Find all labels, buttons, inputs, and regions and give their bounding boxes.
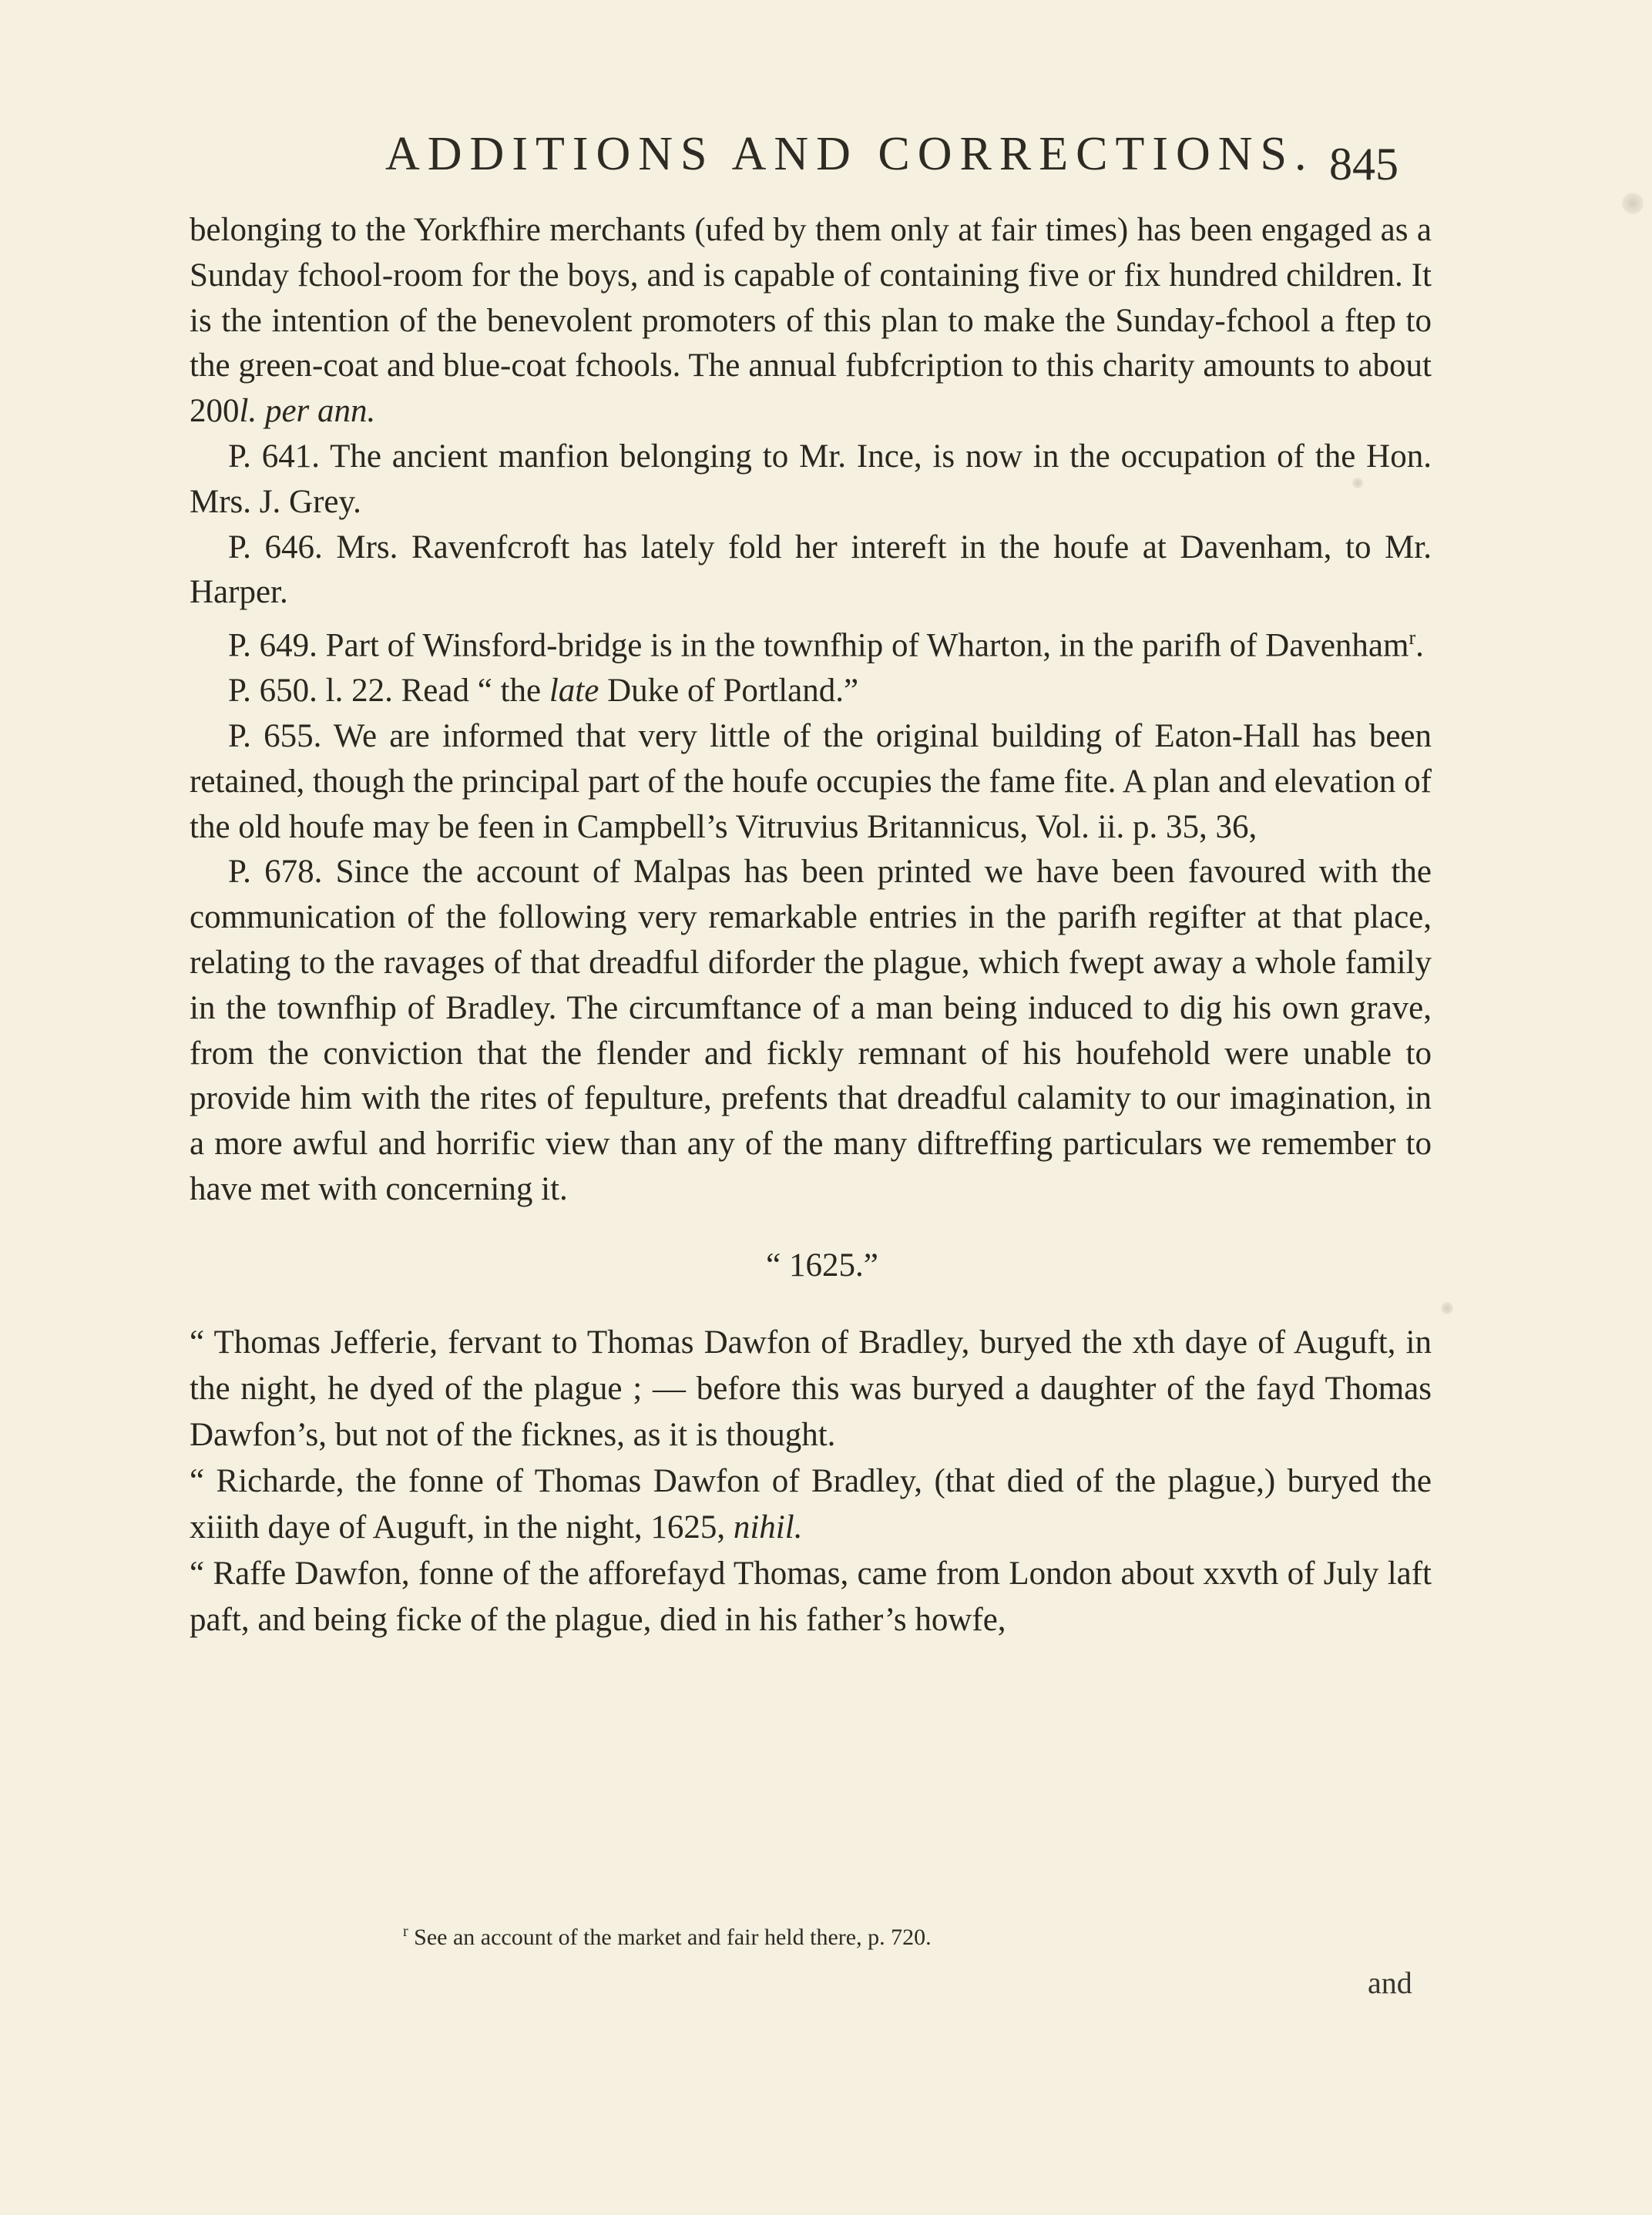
paragraph-p678: P. 678. Since the account of Malpas has been printed we have been favoured with the communication of the following very remarkable entries in the parifh regifter at that place, relating to the ravages of that dreadful diforder the plague, which fwept away a whole family in the townfhip of Bradley. The circumftance of a man being induced to dig his own grave, from the conviction that the flender and fickly remnant of his houfehold were unable to provide him with the rites of fepulture, prefents that dreadful calamity to our imagination, in a more awful and horrific view than any of the many diftreffing particulars we remember to have met with concerning it.: [190, 854, 1432, 1208]
paragraph-p646: P. 646. Mrs. Ravenfcroft has lately fold her intereft in the houfe at Davenham, to Mr. Harper.: [190, 529, 1432, 611]
paragraph-p655: P. 655. We are informed that very little of the original building of Eaton-Hall has been retained, though the principal part of the houfe occupies the fame fite. A plan and elevation of the old houfe may be feen in Campbell’s Vitruvius Britannicus, Vol. ii. p. 35, 36,: [190, 718, 1432, 845]
footnote-reference: r: [1409, 626, 1416, 649]
paragraph-p650: P. 650. l. 22. Read “ the late Duke of Portland.”: [228, 673, 859, 710]
paragraph-p649: P. 649. Part of Winsford-bridge is in the townfhip of Wharton, in the parifh of Davenham$^r$.: [228, 626, 1424, 664]
register-entry: “ Raffe Dawfon, fonne of the afforefayd Thomas, came from London about xxvth of July laft paft, and being ficke of the plague, died in his father’s howfe,: [190, 1555, 1432, 1638]
paragraph-continuation: belonging to the Yorkfhire merchants (ufed by them only at fair times) has been engaged as a Sunday fchool-room for the boys, and is capable of containing five or fix hundred children. It is the intention of the benevolent promoters of this plan to make the Sunday-fchool a ftep to the green-coat and blue-coat fchools. The annual fubfcription to this charity amounts to about 200l. per ann.: [190, 212, 1432, 430]
footnote-text: See an account of the market and fair held there, p. 720.: [414, 1925, 932, 1950]
year-heading: “ 1625.”: [766, 1247, 878, 1284]
main-text: [190, 208, 1432, 1643]
running-title: ADDITIONS AND CORRECTIONS.: [385, 128, 1315, 180]
footnote: [403, 1923, 932, 1951]
page-header: [0, 127, 1652, 196]
page-number: 845: [1329, 139, 1398, 190]
paper-blemish: [1441, 1302, 1453, 1314]
catchword: and: [1368, 1965, 1412, 2000]
footnote-mark: r: [403, 1923, 408, 1940]
register-entry: “ Thomas Jefferie, fervant to Thomas Dawfon of Bradley, buryed the xth daye of Auguft, in the night, he dyed of the plague ; — before this was buryed a daughter of the fayd Thomas Dawfon’s, but not of the ficknes, as it is thought.: [190, 1324, 1432, 1453]
paper-blemish: [1622, 193, 1644, 214]
paper-blemish: [1352, 478, 1363, 488]
register-entry: “ Richarde, the fonne of Thomas Dawfon of Bradley, (that died of the plague,) buryed the xiiith daye of Auguft, in the night, 1625, nihil.: [190, 1462, 1432, 1545]
paragraph-p641: P. 641. The ancient manfion belonging to Mr. Ince, is now in the occupation of the Hon. Mrs. J. Grey.: [190, 438, 1432, 520]
